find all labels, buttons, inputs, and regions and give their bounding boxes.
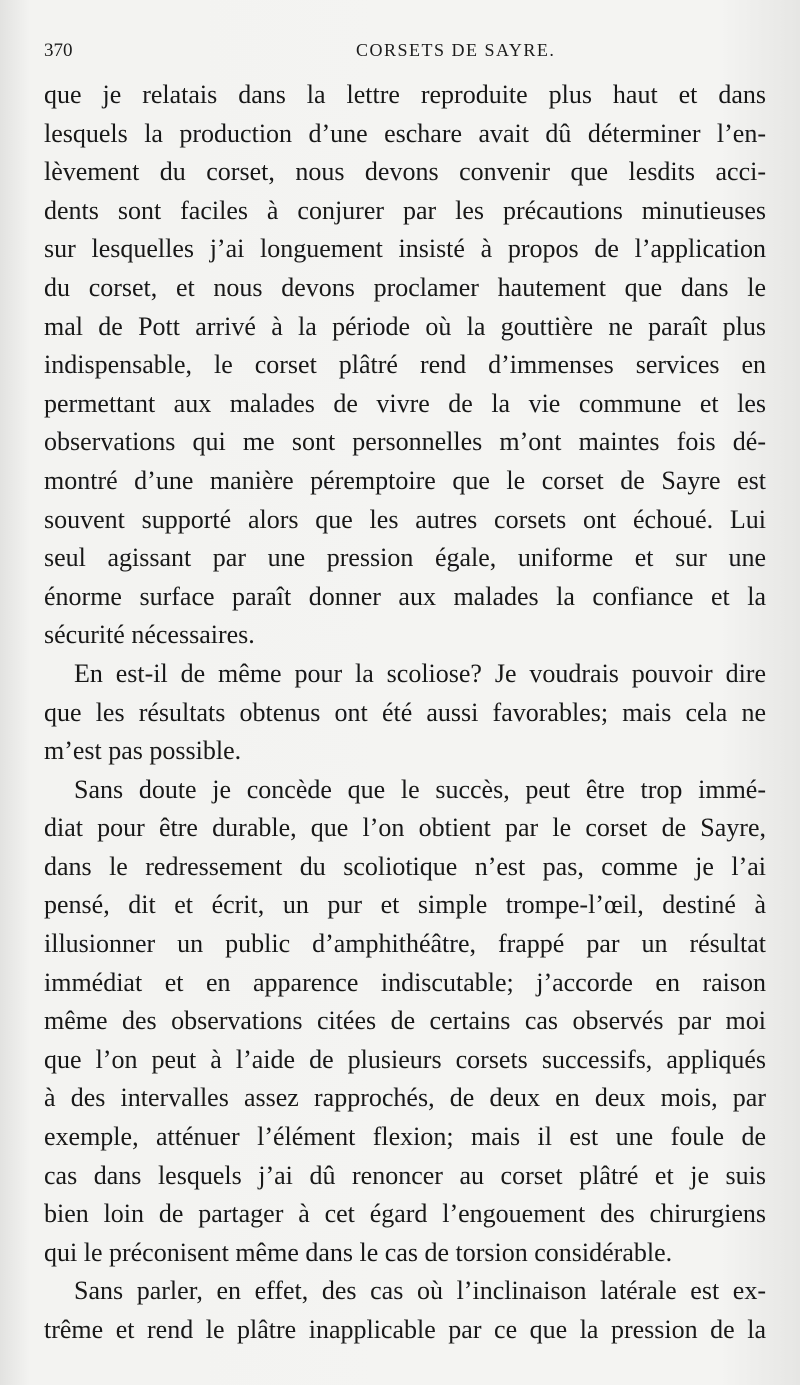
text-line: énorme surface paraît donner aux malades la confiance et la bbox=[44, 581, 766, 611]
text-line: même des observations citées de certains cas observés par moi bbox=[44, 1006, 766, 1036]
text-line: mal de Pott arrivé à la période où la gouttière ne paraît plus bbox=[44, 311, 766, 341]
text-line: du corset, et nous devons proclamer hautement que dans le bbox=[44, 272, 766, 302]
text-line: à des intervalles assez rapprochés, de deux en deux mois, par bbox=[44, 1083, 766, 1113]
paragraph bbox=[44, 655, 766, 771]
text-line: que je relatais dans la lettre reproduite plus haut et dans bbox=[44, 80, 766, 109]
text-line: Sans parler, en effet, des cas où l’inclinaison latérale est ex- bbox=[74, 1276, 766, 1306]
paragraph bbox=[44, 76, 766, 655]
text-line: Sans doute je concède que le succès, peut être trop immé- bbox=[74, 774, 766, 804]
text-line: illusionner un public d’amphithéâtre, frappé par un résultat bbox=[44, 929, 766, 959]
text-line: que les résultats obtenus ont été aussi favorables; mais cela ne bbox=[44, 697, 766, 727]
text-line: permettant aux malades de vivre de la vie commune et les bbox=[44, 388, 766, 418]
text-line: En est-il de même pour la scoliose? Je voudrais pouvoir dire bbox=[74, 658, 766, 688]
text-line: pensé, dit et écrit, un pur et simple trompe-l’œil, destiné à bbox=[44, 890, 766, 920]
text-line: trême et rend le plâtre inapplicable par ce que la pression de la bbox=[44, 1315, 766, 1344]
text-line: immédiat et en apparence indiscutable; j’accorde en raison bbox=[44, 967, 766, 997]
body-text bbox=[44, 76, 766, 1350]
text-line: dents sont faciles à conjurer par les précautions minutieuses bbox=[44, 195, 766, 225]
paragraph bbox=[44, 771, 766, 1273]
text-line: m’est pas possible. bbox=[44, 736, 242, 766]
text-line: que l’on peut à l’aide de plusieurs corsets successifs, appliqués bbox=[44, 1044, 766, 1074]
page-header bbox=[44, 38, 774, 64]
text-line: sur lesquelles j’ai longuement insisté à propos de l’application bbox=[44, 234, 766, 264]
text-line: montré d’une manière péremptoire que le corset de Sayre est bbox=[44, 465, 766, 495]
text-line: bien loin de partager à cet égard l’engouement des chirurgiens bbox=[44, 1199, 766, 1229]
running-head: CORSETS DE SAYRE. bbox=[356, 40, 556, 60]
text-line: diat pour être durable, que l’on obtient par le corset de Sayre, bbox=[44, 813, 766, 843]
text-line: seul agissant par une pression égale, uniforme et sur une bbox=[44, 543, 766, 573]
paragraph bbox=[44, 1272, 766, 1349]
text-line: exemple, atténuer l’élément flexion; mais il est une foule de bbox=[44, 1122, 766, 1152]
text-line: observations qui me sont personnelles m’ont maintes fois dé- bbox=[44, 427, 766, 457]
text-line: dans le redressement du scoliotique n’est pas, comme je l’ai bbox=[44, 851, 766, 881]
text-line: qui le préconisent même dans le cas de torsion considérable. bbox=[44, 1237, 673, 1267]
text-line: indispensable, le corset plâtré rend d’immenses services en bbox=[44, 350, 766, 380]
text-line: sécurité nécessaires. bbox=[44, 620, 255, 650]
text-line: lesquels la production d’une eschare avait dû déterminer l’en- bbox=[44, 118, 766, 148]
text-line: cas dans lesquels j’ai dû renoncer au corset plâtré et je suis bbox=[44, 1160, 766, 1190]
text-line: lèvement du corset, nous devons convenir que lesdits acci- bbox=[44, 157, 766, 187]
text-line: souvent supporté alors que les autres corsets ont échoué. Lui bbox=[44, 504, 766, 534]
page-number: 370 bbox=[44, 40, 73, 61]
